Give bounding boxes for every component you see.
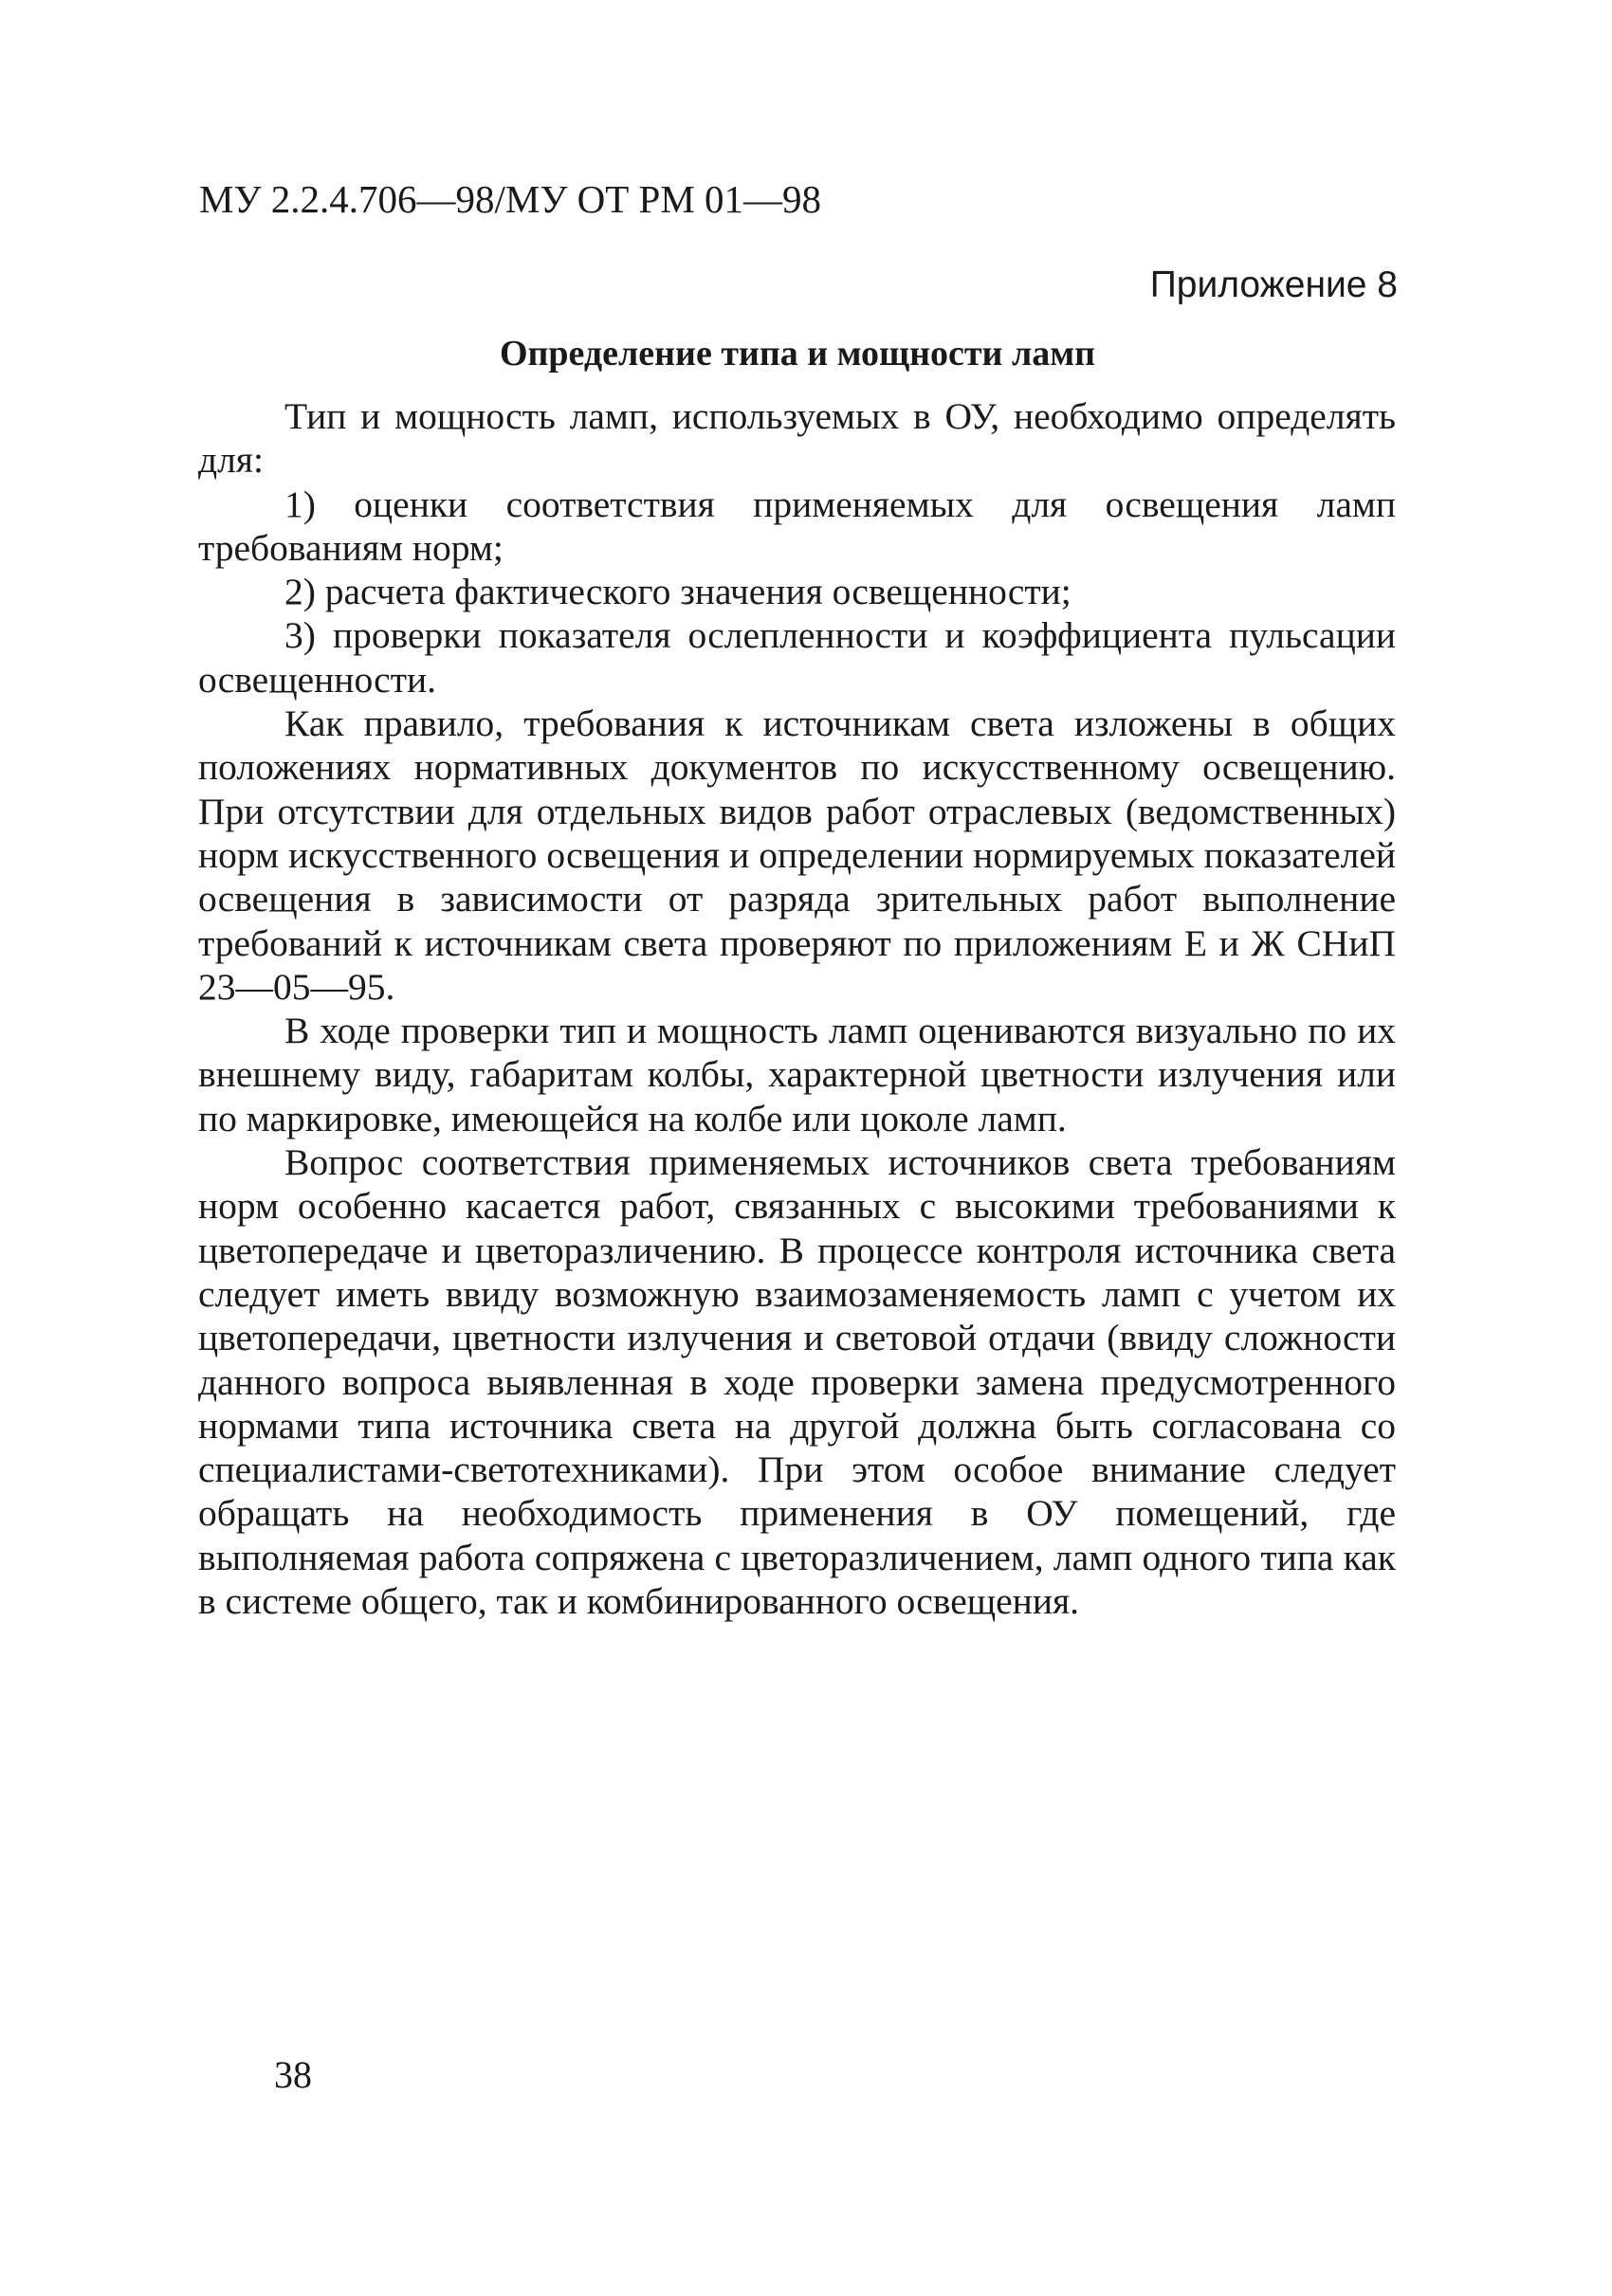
appendix-label: Приложение 8 xyxy=(1149,264,1398,305)
body-text xyxy=(198,394,1396,1623)
document-code: МУ 2.2.4.706—98/МУ ОТ РМ 01—98 xyxy=(199,177,822,221)
page-number: 38 xyxy=(274,2053,312,2096)
paragraph-color-rendering: Вопрос соответствия применяемых источников света требованиям норм особенно касается работ, связанных с высокими требованиями к цветопередаче и цветоразличению. В процессе контроля источника света следует иметь ввиду возможную взаимозаменяемость ламп с учетом их цветопередачи, цветности излучения и световой отдачи (ввиду сложности данного вопроса выявленная в ходе проверки замена предусмотренного нормами типа источника света на другой должна быть согласована со специалистами-светотехниками). При этом особое внимание следует обращать на необходимость применения в ОУ помещений, где выполняемая работа сопряжена с цветоразличением, ламп одного типа как в системе общего, так и комбинированного освещения. xyxy=(198,1141,1396,1623)
paragraph-inspection: В ходе проверки тип и мощность ламп оцениваются визуально по их внешнему виду, габаритам колбы, характерной цветности излучения или по маркировке, имеющейся на колбе или цоколе ламп. xyxy=(198,1010,1396,1139)
list-item-2: 2) расчета фактического значения освещенности; xyxy=(284,571,1072,613)
paragraph-requirements: Как правило, требования к источникам света изложены в общих положениях нормативных документов по искусственному освещению. При отсутствии для отдельных видов работ отраслевых (ведомственных) норм искусственного освещения и определении нормируемых показателей освещения в зависимости от разряда зрительных работ выполнение требований к источникам света проверяют по приложениям Е и Ж СНиП 23—05—95. xyxy=(198,702,1396,1008)
paragraph-intro: Тип и мощность ламп, используемых в ОУ, необходимо определять для: xyxy=(198,395,1396,482)
list-item-3: 3) проверки показателя ослепленности и коэффициента пульсации освещенности. xyxy=(198,614,1396,701)
list-item-1: 1) оценки соответствия применяемых для освещения ламп требованиям норм; xyxy=(198,483,1396,569)
section-title: Определение типа и мощности ламп xyxy=(499,334,1096,374)
